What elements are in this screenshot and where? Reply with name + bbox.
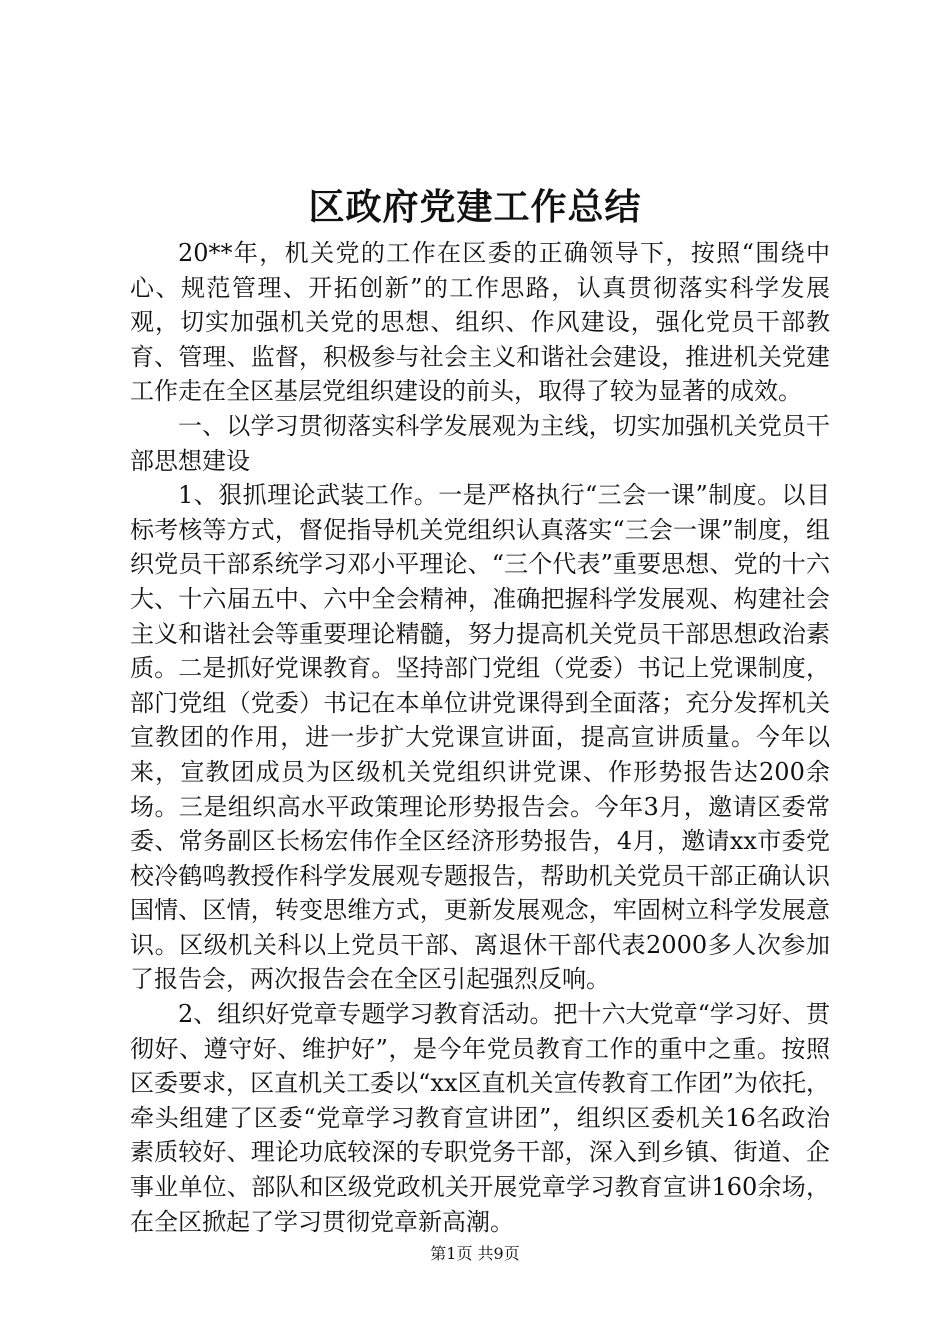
body-paragraph-2: 2、组织好党章专题学习教育活动。把十六大党章“学习好、贯彻好、遵守好、维护好”，是今年党员教育工作的重中之重。按照区委要求，区直机关工委以“xx区直机关宣传教育工作团”为依托，牵头组建了区委“党章学习教育宣讲团”，组织区委机关16名政治素质较好、理论功底较深的专职党务干部，深入到乡镇、街道、企事业单位、部队和区级党政机关开展党章学习教育宣讲160余场，在全区掀起了学习贯彻党章新高潮。 bbox=[130, 1000, 830, 1236]
page-footer: 第1页 共9页 bbox=[430, 1244, 520, 1263]
body-paragraph-1: 1、狠抓理论武装工作。一是严格执行“三会一课”制度。以目标考核等方式，督促指导机关党组织认真落实“三会一课”制度，组织党员干部系统学习邓小平理论、“三个代表”重要思想、党的十六大、十六届五中、六中全会精神，准确把握科学发展观、构建社会主义和谐社会等重要理论精髓，努力提高机关党员干部思想政治素质。二是抓好党课教育。坚持部门党组（党委）书记上党课制度，部门党组（党委）书记在本单位讲党课得到全面落；充分发挥机关宣教团的作用，进一步扩大党课宣讲面，提高宣讲质量。今年以来，宣教团成员为区级机关党组织讲党课、作形势报告达200余场。三是组织高水平政策理论形势报告会。今年3月，邀请区委常委、常务副区长杨宏伟作全区经济形势报告，4月，邀请xx市委党校冷鹤鸣教授作科学发展观专题报告，帮助机关党员干部正确认识国情、区情，转变思维方式，更新发展观念，牢固树立科学发展意识。区级机关科以上党员干部、离退休干部代表2000多人次参加了报告会，两次报告会在全区引起强烈反响。 bbox=[130, 481, 830, 994]
document-title: 区政府党建工作总结 bbox=[308, 186, 642, 228]
section-heading: 一、以学习贯彻落实科学发展观为主线，切实加强机关党员干部思想建设 bbox=[130, 411, 830, 475]
intro-paragraph: 20**年，机关党的工作在区委的正确领导下，按照“围绕中心、规范管理、开拓创新”的工作思路，认真贯彻落实科学发展观，切实加强机关党的思想、组织、作风建设，强化党员干部教育、管理、监督，积极参与社会主义和谐社会建设，推进机关党建工作走在全区基层党组织建设的前头，取得了较为显著的成效。 bbox=[130, 239, 830, 406]
document-body bbox=[130, 236, 830, 1239]
